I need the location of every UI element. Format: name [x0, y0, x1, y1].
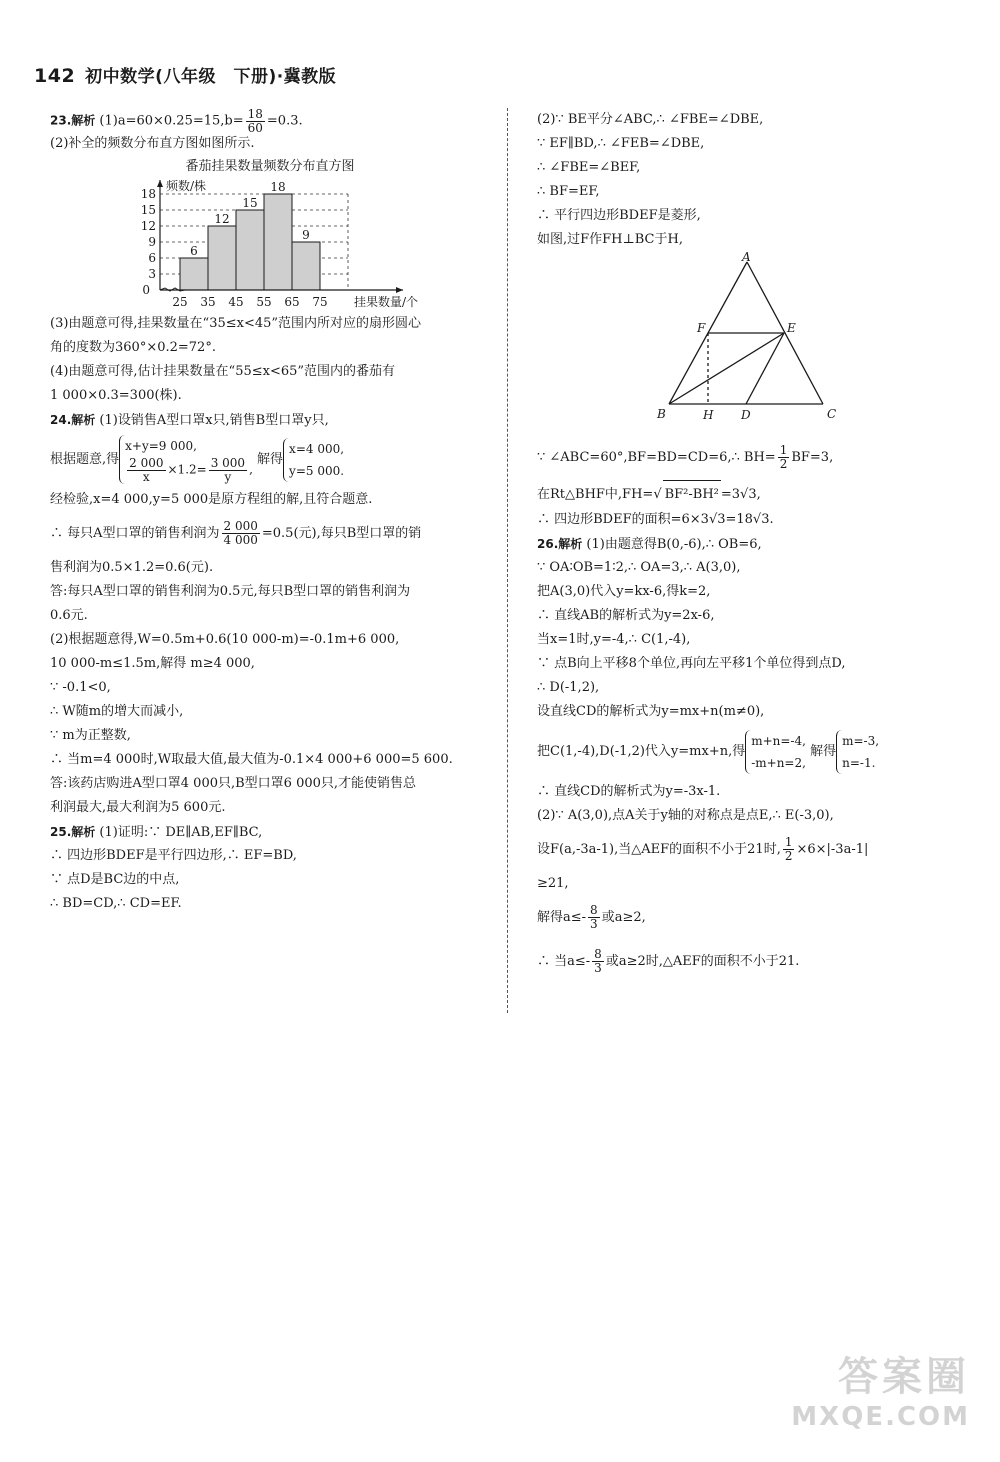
q23-line-6: 1 000×0.3=300(株).: [50, 388, 182, 403]
q23-text: (1)a=60×0.25=15,b=: [99, 113, 244, 129]
text: 根据题意,得: [50, 452, 120, 467]
q24-line-15: 利润最大,最大利润为5 600元.: [50, 800, 226, 815]
x-tick-label: 25: [172, 295, 188, 308]
y-tick-label: 6: [148, 251, 156, 265]
text: ×6×|-3a-1|: [796, 842, 869, 857]
right-column: [537, 108, 967, 984]
equation: m=-3,: [842, 733, 880, 748]
equation: n=-1.: [842, 755, 876, 770]
q26-line-12: [537, 828, 967, 872]
q25-right-line-2: ∵ EF∥BD,∴ ∠FEB=∠DBE,: [537, 136, 705, 151]
q25-right-line-5: ∴ 平行四边形BDEF是菱形,: [537, 208, 701, 223]
histogram-bar: [264, 194, 292, 290]
numerator: 2 000: [129, 456, 164, 471]
q24-line-11: ∴ W随m的增大而减小,: [50, 704, 184, 719]
segment-DE: [746, 333, 784, 404]
q24-line-5: 售利润为0.5×1.2=0.6(元).: [50, 560, 214, 575]
book-title: 初中数学(八年级 下册)·冀教版: [85, 67, 337, 87]
histogram-bar: [236, 210, 264, 290]
denominator: x: [142, 470, 150, 484]
chart-title: 番茄挂果数量频数分布直方图: [185, 159, 355, 174]
rhombus-triangle-figure: [537, 252, 967, 432]
q24-line-9: 10 000-m≤1.5m,解得 m≥4 000,: [50, 656, 255, 671]
q23-text-end: =0.3.: [266, 113, 303, 129]
bar-value-label: 18: [270, 180, 286, 194]
q26-system-line: [537, 724, 967, 780]
fraction: [246, 108, 265, 134]
q23-line-3: (3)由题意可得,挂果数量在“35≤x<45”范围内所对应的扇形圆心: [50, 316, 422, 331]
y-tick-label: 18: [140, 187, 156, 201]
q24-line-14: 答:该药店购进A型口罩4 000只,B型口罩6 000只,才能使销售总: [50, 776, 417, 791]
q24-system-line: [50, 432, 490, 488]
y-axis-label: 频数/株: [166, 179, 207, 193]
q24-text: (1)设销售A型口罩x只,销售B型口罩y只,: [99, 413, 329, 428]
equation: -m+n=2,: [751, 755, 806, 770]
bar-value-label: 6: [190, 244, 198, 258]
text: ×1.2=: [167, 463, 207, 477]
fraction: [592, 948, 604, 974]
q25-right-line-7: [537, 436, 967, 480]
point-label-H: H: [703, 408, 714, 422]
q25-right-line-4: ∴ BF=EF,: [537, 184, 600, 199]
point-label-E: E: [787, 321, 796, 335]
fraction: [209, 457, 247, 483]
q23-label: 23.解析: [50, 113, 96, 128]
text: ∴ 当a≤-: [537, 954, 591, 969]
q25-right-line-3: ∴ ∠FBE=∠BEF,: [537, 160, 641, 175]
denominator: 2: [784, 849, 793, 863]
x-tick-label: 45: [228, 295, 244, 308]
histogram-bar: [292, 242, 320, 290]
equation: x+y=9 000,: [125, 439, 197, 454]
q26-line-15: [537, 940, 967, 984]
fraction: [778, 444, 790, 470]
q24-line-10: ∵ -0.1<0,: [50, 680, 111, 695]
histogram-bar: [208, 226, 236, 290]
denominator: 3: [590, 917, 598, 931]
q26-line-6: ∵ 点B向上平移8个单位,再向左平移1个单位得到点D,: [537, 656, 846, 671]
watermark-line-1: 答案圈: [838, 1354, 970, 1400]
equation: y=5 000.: [289, 463, 345, 478]
text: ∴ 每只A型口罩的销售利润为: [50, 526, 220, 541]
solution-system: [283, 438, 344, 482]
denominator: 60: [247, 120, 263, 135]
q26-line-3: 把A(3,0)代入y=kx-6,得k=2,: [537, 584, 711, 599]
radicand: BF²-BH²: [663, 480, 721, 509]
numerator: 2 000: [223, 519, 258, 534]
y-tick-label: 15: [140, 203, 156, 217]
bar-value-label: 15: [242, 196, 258, 210]
q24-line-4: [50, 512, 490, 556]
bar-value-label: 12: [214, 212, 230, 226]
point-label-D: D: [741, 408, 751, 422]
histogram-chart: [50, 178, 490, 308]
q25-right-line-8: 在Rt△BHF中,FH=√ BF²-BH² =3√3,: [537, 480, 967, 508]
q23-line-2: (2)补全的频数分布直方图如图所示.: [50, 136, 255, 151]
x-tick-label: 35: [200, 295, 216, 308]
q25-line-4: ∴ BD=CD,∴ CD=EF.: [50, 896, 182, 911]
numerator: 1: [784, 835, 793, 850]
q26-line-2: ∵ OA∶OB=1∶2,∴ OA=3,∴ A(3,0),: [537, 560, 741, 575]
fraction: [783, 836, 795, 862]
q24-label: 24.解析: [50, 413, 96, 427]
text: 或a≥2,: [601, 910, 646, 925]
text: 在Rt△BHF中,FH=: [537, 487, 654, 502]
equation-system: [119, 435, 253, 483]
q25-line-1: [50, 820, 490, 844]
q26-line-8: 设直线CD的解析式为y=mx+n(m≠0),: [537, 704, 765, 719]
q26-line-1: [537, 532, 967, 556]
point-label-A: A: [742, 252, 751, 264]
text: 解得a≤-: [537, 910, 587, 925]
q26-line-11: (2)∵ A(3,0),点A关于y轴的对称点是点E,∴ E(-3,0),: [537, 808, 834, 823]
y-tick-label: 12: [140, 219, 156, 233]
q25-right-line-6: 如图,过F作FH⊥BC于H,: [537, 232, 683, 247]
text: =0.5(元),每只B型口罩的销: [261, 526, 422, 541]
fraction: [222, 520, 260, 546]
text: ∵ ∠ABC=60°,BF=BD=CD=6,∴ BH=: [537, 450, 776, 465]
equation: x=4 000,: [289, 441, 345, 456]
text: =3√3,: [720, 487, 761, 502]
q23-line-1: [50, 107, 490, 135]
q26-text: (1)由题意得B(0,-6),∴ OB=6,: [586, 537, 762, 552]
segment-BE: [669, 333, 784, 404]
text: 或a≥2时,△AEF的面积不小于21.: [605, 954, 800, 969]
column-divider: [507, 108, 508, 1013]
q26-line-5: 当x=1时,y=-4,∴ C(1,-4),: [537, 632, 691, 647]
q26-line-4: ∴ 直线AB的解析式为y=2x-6,: [537, 608, 715, 623]
solution-system: [836, 730, 879, 774]
q26-line-7: ∴ D(-1,2),: [537, 680, 600, 695]
q25-line-2: ∴ 四边形BDEF是平行四边形,∴ EF=BD,: [50, 848, 297, 863]
q24-line-1: [50, 408, 490, 432]
text: 解得: [257, 452, 284, 467]
q24-line-6: 答:每只A型口罩的销售利润为0.5元,每只B型口罩的销售利润为: [50, 584, 411, 599]
text: BF=3,: [791, 450, 834, 465]
histogram-bar: [180, 258, 208, 290]
x-axis-label: 挂果数量/个: [354, 295, 419, 308]
denominator: 3: [594, 961, 602, 975]
page-header: [34, 62, 336, 87]
fraction: [127, 457, 165, 483]
origin-label: 0: [142, 283, 150, 297]
q26-line-10: ∴ 直线CD的解析式为y=-3x-1.: [537, 784, 721, 799]
q24-line-8: (2)根据题意得,W=0.5m+0.6(10 000-m)=-0.1m+6 000,: [50, 632, 400, 647]
point-label-C: C: [827, 407, 837, 421]
q24-line-12: ∵ m为正整数,: [50, 728, 131, 743]
numerator: 1: [779, 443, 788, 458]
text: ,: [249, 463, 253, 477]
y-tick-label: 3: [148, 267, 156, 281]
q24-line-3: 经检验,x=4 000,y=5 000是原方程组的解,且符合题意.: [50, 492, 373, 507]
text: 设F(a,-3a-1),当△AEF的面积不小于21时,: [537, 842, 781, 857]
y-tick-label: 9: [148, 235, 156, 249]
text: 解得: [810, 744, 837, 759]
denominator: 4 000: [223, 533, 258, 547]
x-tick-label: 55: [256, 295, 272, 308]
q26-label: 26.解析: [537, 537, 583, 551]
left-column: [50, 108, 490, 916]
q23-line-5: (4)由题意可得,估计挂果数量在“55≤x<65”范围内的番茄有: [50, 364, 396, 379]
denominator: y: [224, 470, 232, 484]
x-tick-label: 75: [312, 295, 328, 308]
equation: [125, 457, 253, 483]
equation-system: [745, 730, 806, 774]
q25-label: 25.解析: [50, 825, 96, 839]
q26-line-14: [537, 896, 967, 940]
numerator: 18: [247, 107, 263, 121]
q25-right-line-1: (2)∵ BE平分∠ABC,∴ ∠FBE=∠DBE,: [537, 112, 764, 127]
bar-value-label: 9: [302, 228, 310, 242]
numerator: 8: [594, 947, 602, 962]
q24-line-13: ∴ 当m=4 000时,W取最大值,最大值为-0.1×4 000+6 000=5 600.: [50, 752, 453, 767]
numerator: 3 000: [210, 456, 246, 471]
q26-line-13: ≥21,: [537, 876, 569, 891]
y-axis-arrow: [157, 180, 163, 187]
watermark-line-2: MXQE.COM: [791, 1402, 970, 1432]
q25-text: (1)证明:∵ DE∥AB,EF∥BC,: [99, 825, 263, 840]
x-tick-label: 65: [284, 295, 300, 308]
watermark: [791, 1345, 970, 1432]
page-number: 142: [34, 65, 76, 87]
q24-line-7: 0.6元.: [50, 608, 88, 623]
text: 把C(1,-4),D(-1,2)代入y=mx+n,得: [537, 744, 746, 759]
x-axis-arrow: [396, 287, 403, 293]
fraction: [588, 904, 600, 930]
q23-line-4: 角的度数为360°×0.2=72°.: [50, 340, 216, 355]
q25-line-3: ∵ 点D是BC边的中点,: [50, 872, 180, 887]
q25-right-line-9: ∴ 四边形BDEF的面积=6×3√3=18√3.: [537, 512, 774, 527]
point-label-F: F: [697, 321, 706, 335]
denominator: 2: [779, 457, 788, 471]
numerator: 8: [590, 903, 598, 918]
point-label-B: B: [657, 407, 666, 421]
equation: m+n=-4,: [751, 733, 806, 748]
